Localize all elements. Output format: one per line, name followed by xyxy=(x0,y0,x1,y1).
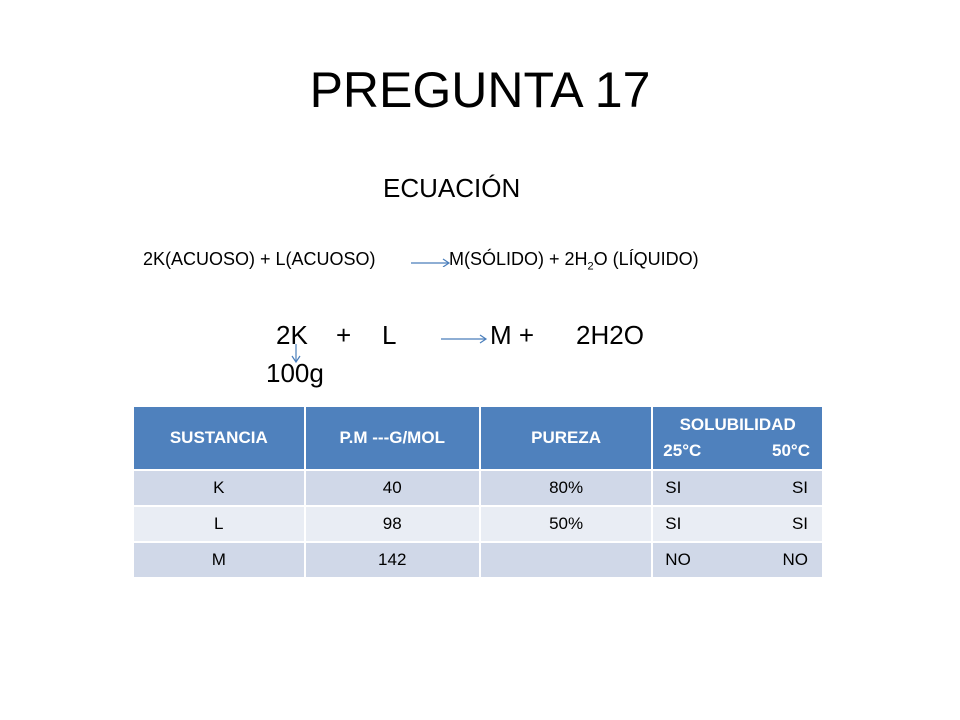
reaction-arrow-icon xyxy=(440,332,488,346)
header-solubilidad xyxy=(652,406,823,470)
cell-sol-50: SI xyxy=(791,478,808,497)
cell-pm: 142 xyxy=(305,542,480,578)
header-pureza: PUREZA xyxy=(480,406,652,470)
cell-pureza: 50% xyxy=(480,506,652,542)
header-25c: 25°C xyxy=(663,441,702,460)
cell-pureza xyxy=(480,542,652,578)
cell-sustancia: M xyxy=(133,542,305,578)
cell-sustancia: K xyxy=(133,470,305,506)
equation-heading: ECUACIÓN xyxy=(383,173,521,203)
cell-sol-50: SI xyxy=(791,514,808,533)
cell-pureza: 80% xyxy=(480,470,652,506)
table-row xyxy=(133,506,823,542)
products-tail: O (LÍQUIDO) xyxy=(593,249,699,269)
plus-sign: + xyxy=(336,320,352,350)
cell-pm: 98 xyxy=(305,506,480,542)
cell-sol-25: NO xyxy=(665,550,691,569)
equation-reactants: 2K(ACUOSO) + L(ACUOSO) xyxy=(143,249,376,269)
water-subscript: 2 xyxy=(587,260,594,273)
solubilidad-label: SOLUBILIDAD xyxy=(679,415,796,434)
cell-sol-50: NO xyxy=(782,550,808,569)
product-water: 2H2O xyxy=(576,320,644,350)
cell-pm: 40 xyxy=(305,470,480,506)
equation-products xyxy=(449,247,699,279)
slide-title: PREGUNTA 17 xyxy=(309,62,651,118)
substance-table xyxy=(132,405,824,579)
cell-sol-25: SI xyxy=(665,514,682,533)
cell-solubilidad xyxy=(652,542,823,578)
cell-sustancia: L xyxy=(133,506,305,542)
cell-solubilidad xyxy=(652,470,823,506)
table-header-row xyxy=(133,406,823,470)
header-sustancia: SUSTANCIA xyxy=(133,406,305,470)
cell-solubilidad xyxy=(652,506,823,542)
reactant-k: 2K xyxy=(276,320,308,350)
reactant-l: L xyxy=(382,320,397,350)
table-row xyxy=(133,470,823,506)
header-pm: P.M ---G/MOL xyxy=(305,406,480,470)
cell-sol-25: SI xyxy=(665,478,682,497)
product-m: M + xyxy=(490,320,535,350)
mass-label: 100g xyxy=(266,358,324,388)
reaction-arrow-icon xyxy=(410,253,452,267)
header-50c: 50°C xyxy=(772,441,810,460)
table-row xyxy=(133,542,823,578)
products-main: M(SÓLIDO) + 2H xyxy=(449,249,588,269)
